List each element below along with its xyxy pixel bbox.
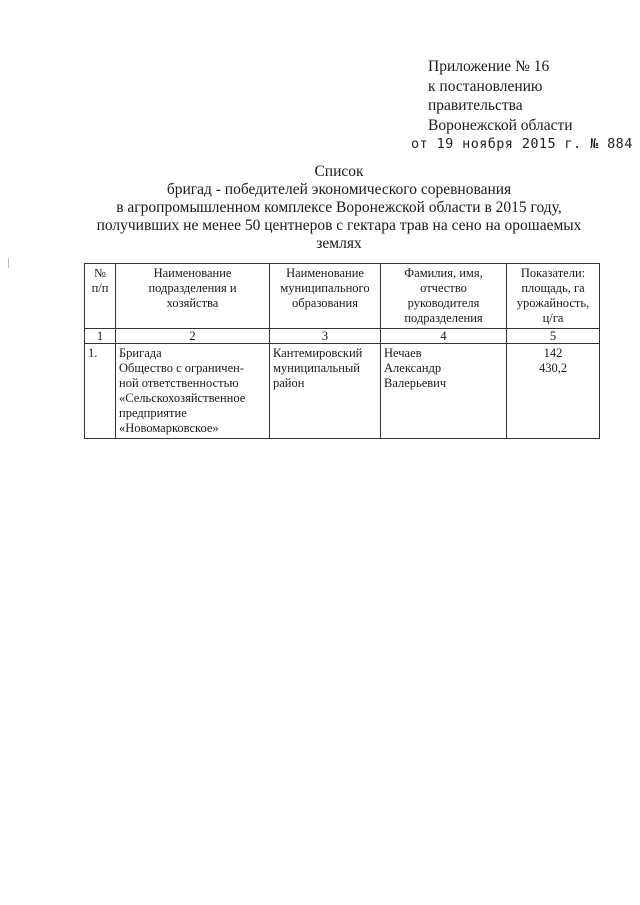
cell-line: Александр: [384, 361, 442, 375]
cell-line: «Сельскохозяйственное: [119, 391, 246, 405]
cell-line: Нечаев: [384, 346, 422, 360]
area-value: 142: [543, 346, 563, 360]
header-text: подразделения: [404, 311, 483, 325]
header-text: №: [94, 266, 106, 280]
cell-line: Общество с ограничен-: [119, 361, 244, 375]
column-number: 4: [381, 329, 507, 344]
header-text: Наименование: [153, 266, 232, 280]
appendix-line: Приложение № 16: [428, 58, 550, 75]
yield-value: 430,2: [538, 361, 568, 375]
heading-line: землях: [316, 235, 362, 252]
header-text: п/п: [91, 281, 109, 295]
column-number: 5: [507, 329, 600, 344]
header-unit: [116, 264, 270, 329]
header-text: урожайность,: [516, 296, 590, 310]
indicators-cell: [507, 344, 600, 439]
header-text: площадь, га: [521, 281, 585, 295]
margin-mark: [8, 258, 9, 268]
header-municipality: [270, 264, 381, 329]
heading-line: в агропромышленном комплексе Воронежской области в 2015 году,: [116, 199, 562, 216]
heading-line: бригад - победителей экономического соревнования: [166, 181, 512, 198]
cell-line: Бригада: [119, 346, 162, 360]
header-text: образования: [292, 296, 358, 310]
header-leader: [381, 264, 507, 329]
header-text: ц/га: [542, 311, 564, 325]
table-header-row: [85, 264, 600, 329]
header-text: отчество: [420, 281, 467, 295]
header-text: муниципального: [280, 281, 370, 295]
column-number: 2: [116, 329, 270, 344]
table-row: [85, 344, 600, 439]
document-heading: [90, 163, 588, 253]
cell-line: муниципальный: [273, 361, 360, 375]
header-text: руководителя: [407, 296, 480, 310]
heading-line: получивших не менее 50 центнеров с гектара трав на сено на орошаемых: [96, 217, 582, 234]
document-title: Список: [314, 163, 364, 180]
cell-line: район: [273, 376, 305, 390]
unit-cell: [116, 344, 270, 439]
header-text: Показатели:: [520, 266, 586, 280]
header-text: подразделения и: [148, 281, 237, 295]
appendix-line: правительства: [428, 97, 523, 114]
appendix-block: [428, 57, 573, 135]
cell-line: Кантемировский: [273, 346, 363, 360]
cell-line: «Новомарковское»: [119, 421, 219, 435]
municipality-cell: [270, 344, 381, 439]
cell-line: Валерьевич: [384, 376, 447, 390]
decree-date-stamp: от 19 ноября 2015 г. № 884: [411, 136, 633, 152]
header-number: [85, 264, 116, 329]
header-indicators: [507, 264, 600, 329]
cell-line: предприятие: [119, 406, 187, 420]
row-number: 1.: [85, 344, 116, 439]
appendix-line: к постановлению: [428, 77, 543, 95]
appendix-line: Воронежской области: [428, 116, 573, 134]
cell-line: ной ответственностью: [119, 376, 239, 390]
column-numbers-row: [85, 329, 600, 344]
header-text: Фамилия, имя,: [404, 266, 483, 280]
brigades-table: [84, 263, 600, 439]
leader-cell: [381, 344, 507, 439]
column-number: 3: [270, 329, 381, 344]
header-text: хозяйства: [166, 296, 219, 310]
column-number: 1: [85, 329, 116, 344]
header-text: Наименование: [286, 266, 364, 280]
